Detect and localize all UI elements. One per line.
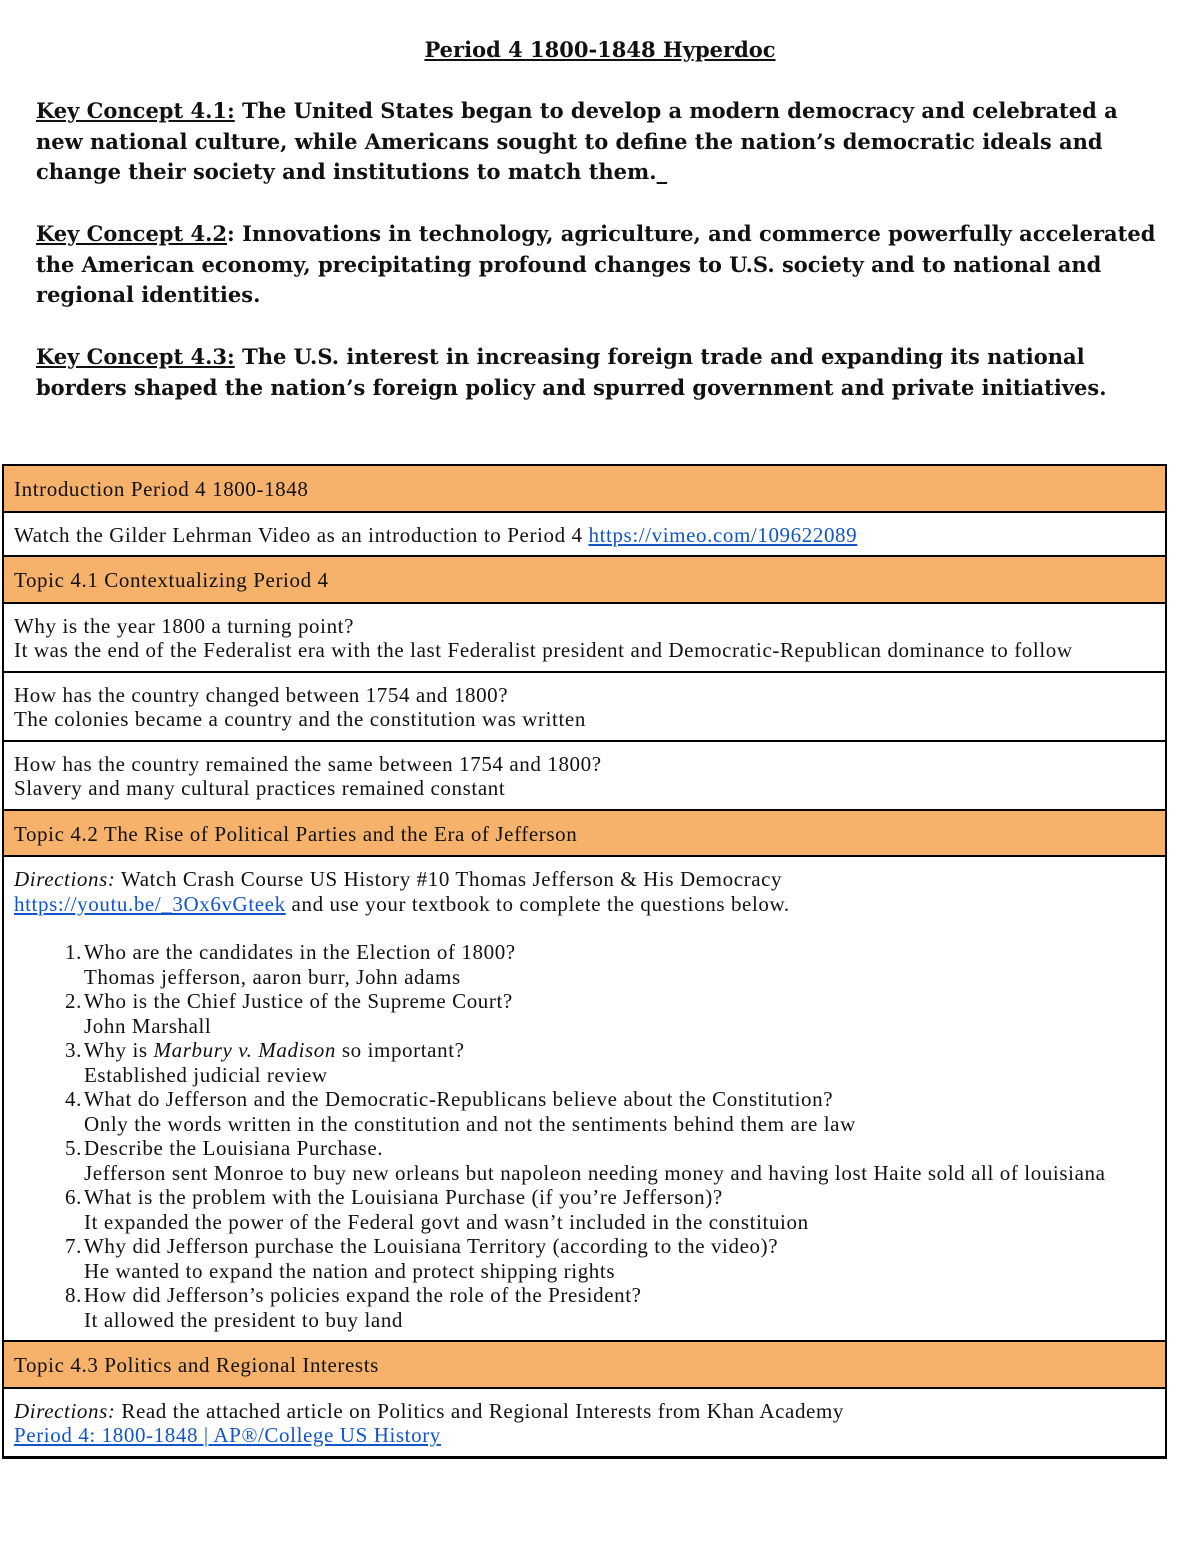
question-text: so important?: [336, 1038, 465, 1062]
answer: Established judicial review: [84, 1062, 328, 1087]
list-item: [14, 940, 1155, 989]
question: Why did Jefferson purchase the Louisiana Territory (according to the video)?: [84, 1234, 779, 1258]
directions-label: Directions:: [14, 867, 116, 891]
topic-4-1-question-row: [4, 604, 1165, 673]
intro-row: [4, 513, 1165, 558]
answer: John Marshall: [84, 1013, 212, 1038]
question-number: 6.: [65, 1185, 82, 1209]
question: How has the country changed between 1754 and 1800?: [14, 682, 509, 707]
question: Who is the Chief Justice of the Supreme Court?: [84, 989, 513, 1013]
key-concept-4-1: [36, 96, 1156, 188]
question: Who are the candidates in the Election of 1800?: [84, 940, 516, 964]
list-item: [14, 1234, 1155, 1283]
list-item: [14, 1136, 1155, 1185]
question-list: [14, 940, 1155, 1332]
list-item: [14, 1038, 1155, 1087]
answer: He wanted to expand the nation and protect shipping rights: [84, 1258, 616, 1283]
question: [84, 1038, 465, 1062]
intro-header: Introduction Period 4 1800-1848: [4, 466, 1165, 513]
question-number: 1.: [65, 940, 82, 964]
key-concept-label: Key Concept 4.2: [36, 221, 228, 246]
answer: Jefferson sent Monroe to buy new orleans but napoleon needing money and having lost Haite sold all of louisiana: [84, 1160, 1106, 1185]
question-number: 8.: [65, 1283, 82, 1307]
question-number: 2.: [65, 989, 82, 1013]
answer: Only the words written in the constitution and not the sentiments behind them are law: [84, 1111, 856, 1136]
question: How has the country remained the same between 1754 and 1800?: [14, 751, 602, 776]
topic-4-3-header: Topic 4.3 Politics and Regional Interests: [4, 1342, 1165, 1389]
key-concept-4-3: [36, 342, 1156, 403]
question-number: 7.: [65, 1234, 82, 1258]
list-item: [14, 989, 1155, 1038]
answer: It allowed the president to buy land: [84, 1307, 404, 1332]
answer: The colonies became a country and the constitution was written: [14, 707, 586, 731]
khan-academy-article-link[interactable]: Period 4: 1800-1848 | AP®︎/College US History: [14, 1423, 441, 1447]
topic-4-2-header: Topic 4.2 The Rise of Political Parties and the Era of Jefferson: [4, 811, 1165, 858]
answer: Thomas jefferson, aaron burr, John adams: [84, 964, 461, 989]
key-concept-label: Key Concept 4.3:: [36, 344, 235, 369]
topic-4-1-header: Topic 4.1 Contextualizing Period 4: [4, 557, 1165, 604]
case-name: Marbury v. Madison: [153, 1038, 337, 1062]
answer: It was the end of the Federalist era with the last Federalist president and Democratic-Republican dominance to follow: [14, 638, 1073, 662]
document-title: Period 4 1800-1848 Hyperdoc: [424, 37, 776, 62]
directions-text-continued: and use your textbook to complete the questions below.: [285, 891, 790, 916]
question-number: 3.: [65, 1038, 82, 1062]
gilder-lehrman-video-link[interactable]: https://vimeo.com/109622089: [588, 522, 858, 547]
topic-4-1-question-row: [4, 673, 1165, 742]
answer: Slavery and many cultural practices remained constant: [14, 776, 506, 800]
key-concept-4-2: [36, 219, 1156, 311]
question-number: 4.: [65, 1087, 82, 1111]
hyperdoc-table: [2, 464, 1167, 1459]
intro-text: Watch the Gilder Lehrman Video as an introduction to Period 4: [14, 522, 589, 547]
list-item: [14, 1185, 1155, 1234]
key-concept-text: The United States began to develop a modern democracy and celebrated a new national culture, while Americans sought to define the nation’s democratic ideals and change their society and institutions to match them._: [36, 98, 1118, 184]
key-concept-text: : Innovations in technology, agriculture, and commerce powerfully accelerated the American economy, precipitating profound changes to U.S. society and to national and regional identities.: [36, 221, 1156, 307]
directions-text: Read the attached article on Politics and Regional Interests from Khan Academy: [115, 1398, 844, 1423]
question: Why is the year 1800 a turning point?: [14, 613, 355, 638]
crash-course-video-link[interactable]: https://youtu.be/_3Ox6vGteek: [14, 891, 286, 916]
topic-4-1-question-row: [4, 742, 1165, 811]
topic-4-2-content: [4, 857, 1165, 1342]
question-text: Why is: [84, 1038, 154, 1062]
list-item: [14, 1283, 1155, 1332]
topic-4-3-content: [4, 1389, 1165, 1458]
list-item: [14, 1087, 1155, 1136]
question: What do Jefferson and the Democratic-Republicans believe about the Constitution?: [84, 1087, 834, 1111]
directions-text: Watch Crash Course US History #10 Thomas Jefferson & His Democracy: [115, 867, 783, 891]
question: Describe the Louisiana Purchase.: [84, 1136, 384, 1160]
key-concept-text: The U.S. interest in increasing foreign trade and expanding its national borders shaped the nation’s foreign policy and spurred government and private initiatives.: [36, 344, 1107, 400]
answer: It expanded the power of the Federal govt and wasn’t included in the constituion: [84, 1209, 809, 1234]
question: How did Jefferson’s policies expand the role of the President?: [84, 1283, 642, 1307]
question: What is the problem with the Louisiana Purchase (if you’re Jefferson)?: [84, 1185, 723, 1209]
question-number: 5.: [65, 1136, 82, 1160]
directions-label: Directions:: [14, 1398, 116, 1423]
key-concept-label: Key Concept 4.1:: [36, 98, 235, 123]
